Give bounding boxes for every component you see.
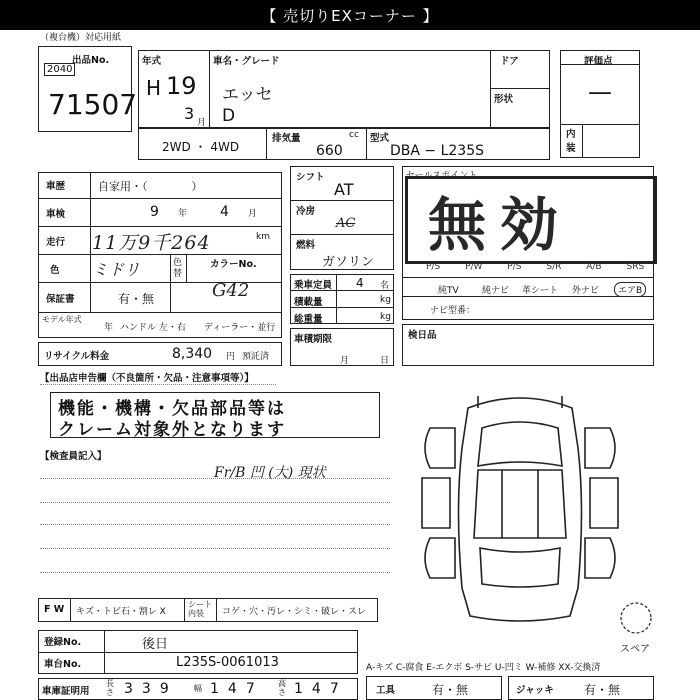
mileage-label: 走行 xyxy=(46,237,66,248)
drive-type: 2WD ・ 4WD xyxy=(162,140,240,154)
warranty-value: 有・無 xyxy=(118,292,155,306)
option-sr: S/R xyxy=(546,262,562,272)
inspection-label: 車検 xyxy=(46,209,66,220)
history-value: 自家用・（ ） xyxy=(98,180,203,193)
recycle-unit: 円 xyxy=(226,352,236,362)
year-month: 3 xyxy=(184,104,195,123)
month-unit: 月 xyxy=(197,118,207,128)
length-label: 長さ xyxy=(106,679,114,697)
seat-label: シート内装 xyxy=(188,600,212,618)
area-code: 2040 xyxy=(44,63,75,76)
score-value: — xyxy=(588,78,612,106)
option-srs: SRS xyxy=(626,262,645,272)
seat-text: コゲ・穴・汚レ・シミ・破レ・スレ xyxy=(222,607,367,617)
tools-label: 工具 xyxy=(376,685,396,696)
height-value: 147 xyxy=(294,681,348,697)
year-label: 年式 xyxy=(142,56,162,67)
height-label: 高さ xyxy=(278,679,286,697)
claim-stamp-line1: 機能・機構・欠品部品等は xyxy=(58,399,286,419)
model-grade: D xyxy=(222,106,236,126)
spare-label: スペア xyxy=(620,644,650,655)
page-banner: 【 売切りEXコーナー 】 xyxy=(0,0,700,30)
history-label: 車歴 xyxy=(46,181,66,192)
type-value: DBA − L235S xyxy=(390,143,485,159)
capacity-label: 乗車定員 xyxy=(294,280,333,291)
option-ps2: P/S xyxy=(507,262,522,272)
color-code: G42 xyxy=(212,280,250,301)
option-ps: P/S xyxy=(426,262,441,272)
recycle-value: 8,340 xyxy=(172,346,213,362)
shape-label: 形状 xyxy=(494,94,514,105)
option-navi: 外ナビ xyxy=(572,286,600,296)
year-value: 19 xyxy=(166,72,197,100)
lot-label: 出品No. xyxy=(72,55,110,66)
deadline-day: 日 xyxy=(380,356,390,366)
color-change-label: 色替 xyxy=(173,258,183,279)
navi-model-label: ナビ型番： xyxy=(430,306,476,316)
model-year-unit: 年 xyxy=(104,323,114,333)
mileage-unit: km xyxy=(256,232,270,242)
jack-label: ジャッキ xyxy=(516,685,554,696)
damage-code-legend: A-キズ C-腐食 E-エクボ S-サビ U-凹ミ W-補修 XX-交換済 xyxy=(366,663,601,673)
model-label: 車名・グレード xyxy=(213,56,280,67)
fw-label: F W xyxy=(44,604,65,615)
form-note: （複台機）対応用紙 xyxy=(40,33,122,43)
mileage-value: 11万9千264 xyxy=(92,232,211,254)
inspection-month-unit: 月 xyxy=(248,209,258,219)
notes-header: 【出品店申告欄（不良箇所・欠品・注意事項等）】 xyxy=(40,373,254,384)
load-label: 積載量 xyxy=(294,297,323,308)
aircon-label: 冷房 xyxy=(296,206,316,217)
recycle-label: リサイクル料金 xyxy=(44,351,110,362)
remarks-label: 検日品 xyxy=(408,330,437,341)
lot-number: 71507 xyxy=(48,88,138,121)
history-block xyxy=(38,172,282,338)
gross-label: 総重量 xyxy=(294,314,323,325)
handle-side: ハンドル 左・右 xyxy=(120,323,186,333)
option-ab: A/B xyxy=(586,262,602,272)
color-code-label: カラーNo. xyxy=(210,259,257,270)
void-stamp: 無効 xyxy=(428,191,573,259)
option-leather: 革シート xyxy=(522,286,559,296)
chassis-value: L235S-0061013 xyxy=(176,655,279,670)
option-airbag: エアB xyxy=(614,282,646,297)
car-diagram xyxy=(410,388,630,628)
displacement-label: 排気量 xyxy=(272,133,301,144)
inspector-note: Fr/B 凹 (大) 現状 xyxy=(214,465,326,481)
spare-tire-icon xyxy=(618,600,654,636)
interior-label: 内装 xyxy=(566,129,576,154)
jack-value: 有・無 xyxy=(584,683,621,697)
model-name: エッセ xyxy=(222,85,273,105)
option-pure-tv: 純TV xyxy=(438,286,459,296)
type-label: 型式 xyxy=(370,133,390,144)
width-value: 147 xyxy=(210,681,264,697)
registration-label: 登録No. xyxy=(44,637,82,648)
deadline-month: 月 xyxy=(340,356,350,366)
registration-value: 後日 xyxy=(142,637,169,652)
capacity-unit: 名 xyxy=(380,281,390,291)
gross-unit: kg xyxy=(380,312,391,322)
fuel-label: 燃料 xyxy=(296,240,316,251)
color-label: 色 xyxy=(50,265,60,276)
inspection-year: 9 xyxy=(150,204,159,220)
sales-point-label: セールスポイント xyxy=(406,171,478,181)
load-unit: kg xyxy=(380,295,391,305)
color-value: ミドリ xyxy=(92,260,141,279)
dealer-type: ディーラー・並行 xyxy=(204,323,276,333)
displacement-unit: cc xyxy=(349,130,359,140)
fuel-value: ガソリン xyxy=(322,255,375,270)
capacity-value: 4 xyxy=(356,276,364,290)
claim-stamp-line2: クレーム対象外となります xyxy=(58,420,286,440)
aircon-value: AC xyxy=(336,216,356,231)
remarks-block xyxy=(402,324,654,366)
length-value: 339 xyxy=(124,681,178,697)
option-top-row xyxy=(426,262,644,272)
door-label: ドア xyxy=(500,56,519,67)
displacement-value: 660 xyxy=(316,143,343,159)
tools-value: 有・無 xyxy=(432,683,469,697)
deadline-label: 車積期限 xyxy=(294,334,333,345)
shift-value: AT xyxy=(334,180,354,199)
shift-label: シフト xyxy=(296,172,325,183)
width-label: 幅 xyxy=(194,684,202,693)
fw-text: キズ・トビ石・割レ X xyxy=(76,607,166,617)
option-pure-navi: 純ナビ xyxy=(482,286,510,296)
recycle-note: 預託済 xyxy=(242,352,270,362)
warranty-label: 保証書 xyxy=(46,294,75,305)
score-label: 評価点 xyxy=(584,56,613,67)
inspection-year-unit: 年 xyxy=(178,209,188,219)
cert-label: 車庫証明用 xyxy=(42,686,90,697)
inspector-header: 【検査員記入】 xyxy=(40,451,107,462)
year-era: H xyxy=(146,76,162,100)
option-pw: P/W xyxy=(465,262,483,272)
chassis-label: 車台No. xyxy=(44,659,82,670)
inspection-month: 4 xyxy=(220,204,229,220)
model-year-label: モデル年式 xyxy=(42,315,82,324)
